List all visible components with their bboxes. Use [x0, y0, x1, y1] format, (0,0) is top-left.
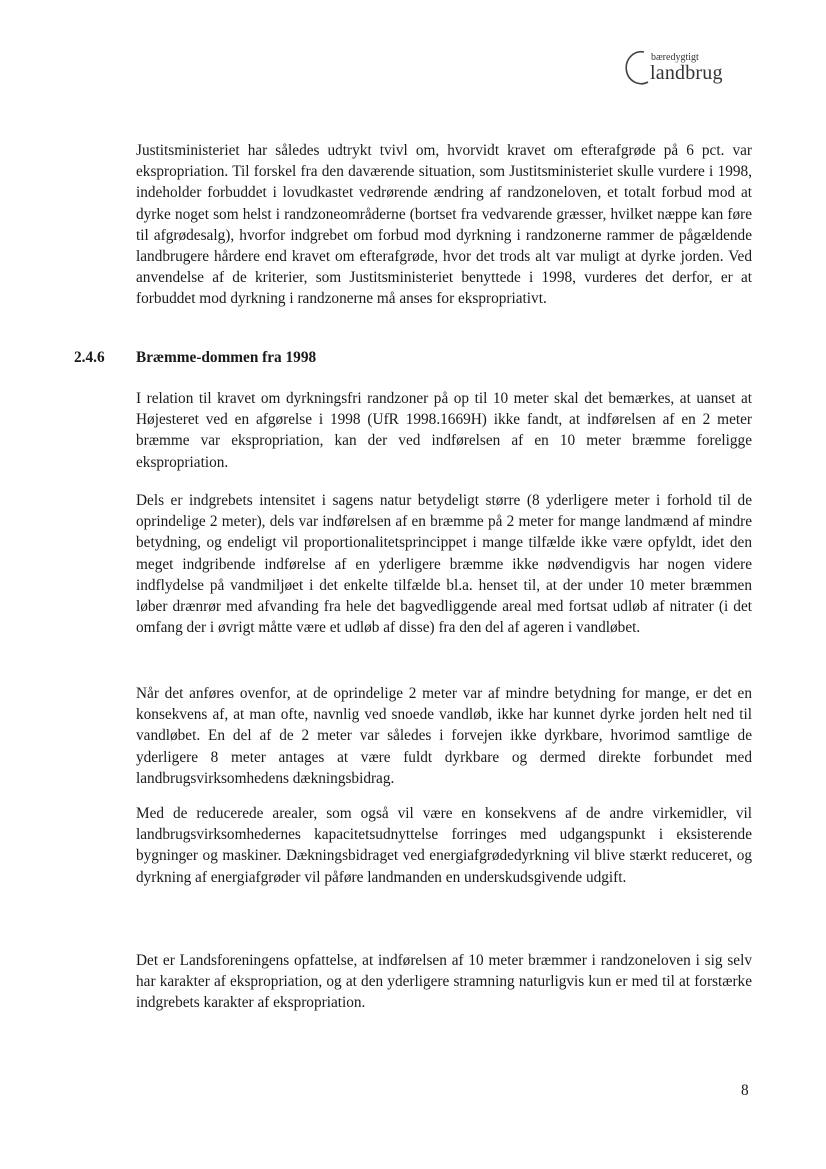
paragraph-2: I relation til kravet om dyrkningsfri randzoner på op til 10 meter skal det bemærkes, at uanset at Højesteret ved en afgørelse i 1998 (UfR 1998.1669H) ikke fandt, at indførelsen af en 2 meter bræmme var ekspropriation, kan der ved indførelsen af en 10 meter bræmme foreligge ekspropriation.	[136, 390, 752, 471]
logo-tagline: bæredygtigt	[651, 52, 699, 63]
logo-wordmark: landbrug	[650, 62, 723, 84]
paragraph-3: Dels er indgrebets intensitet i sagens natur betydeligt større (8 yderligere meter i forhold til de oprindelige 2 meter), dels var indførelsen af en bræmme på 2 meter for mange landmænd af mindre betydning, og endeligt vil proportionalitetsprincippet i mange tilfælde ikke være opfyldt, idet den meget indgribende indførelse af en yderligere bræmme ikke nødvendigvis har nogen videre indflydelse på vandmiljøet i det enkelte tilfælde bl.a. henset til, at der under 10 meter bræmmen løber drænrør med afvanding fra hele det bagvedliggende areal med fortsat udløb af nitrater (i det omfang der i øvrigt måtte være et udløb af disse) fra den del af ageren i vandløbet.	[136, 492, 752, 637]
logo	[622, 46, 752, 90]
paragraph-1: Justitsministeriet har således udtrykt tvivl om, hvorvidt kravet om efterafgrøde på 6 pct. var ekspropriation. Til forskel fra den daværende situation, som Justitsministeriet skulle vurdere i 1998, indeholder forbuddet i lovudkastet vedrørende ændring af randzoneloven, et totalt forbud mod at dyrke noget som helst i randzoneområderne (bortset fra vedvarende græsser, hvilket næppe kan føre til afgrødesalg), hvorfor indgrebet om forbud mod dyrkning i randzonerne rammer de pågældende landbrugere hårdere end kravet om efterafgrøde, hvor det trods alt var muligt at dyrke jorden. Ved anvendelse af de kriterier, som Justitsministeriet benyttede i 1998, vurderes det derfor, er at forbuddet mod dyrkning i randzonerne må anses for ekspropriativt.	[136, 142, 752, 308]
paragraph-5: Med de reducerede arealer, som også vil være en konsekvens af de andre virkemidler, vil landbrugsvirksomhedernes kapacitetsudnyttelse forringes med udgangspunkt i eksisterende bygninger og maskiner. Dækningsbidraget ved energiafgrødedyrkning vil blive stærkt reduceret, og dyrkning af energiafgrøder vil påføre landmanden en underskudsgivende udgift.	[136, 805, 752, 886]
section-title: Bræmme-dommen fra 1998	[136, 349, 317, 366]
section-number: 2.4.6	[74, 349, 105, 366]
paragraph-4: Når det anføres ovenfor, at de oprindelige 2 meter var af mindre betydning for mange, er det en konsekvens af, at man ofte, navnlig ved snoede vandløb, ikke har kunnet dyrke jorden helt ned til vandløbet. En del af de 2 meter var således i forvejen ikke dyrkbare, hvorimod samtlige de yderligere 8 meter antages at være fuldt dyrkbare og dermed direkte forbundet med landbrugsvirksomhedens dækningsbidrag.	[136, 685, 752, 787]
paragraph-6: Det er Landsforeningens opfattelse, at indførelsen af 10 meter bræmmer i randzoneloven i sig selv har karakter af ekspropriation, og at den yderligere stramning naturligvis kun er med til at forstærke indgrebets karakter af ekspropriation.	[136, 952, 752, 1012]
page-number: 8	[741, 1082, 749, 1099]
